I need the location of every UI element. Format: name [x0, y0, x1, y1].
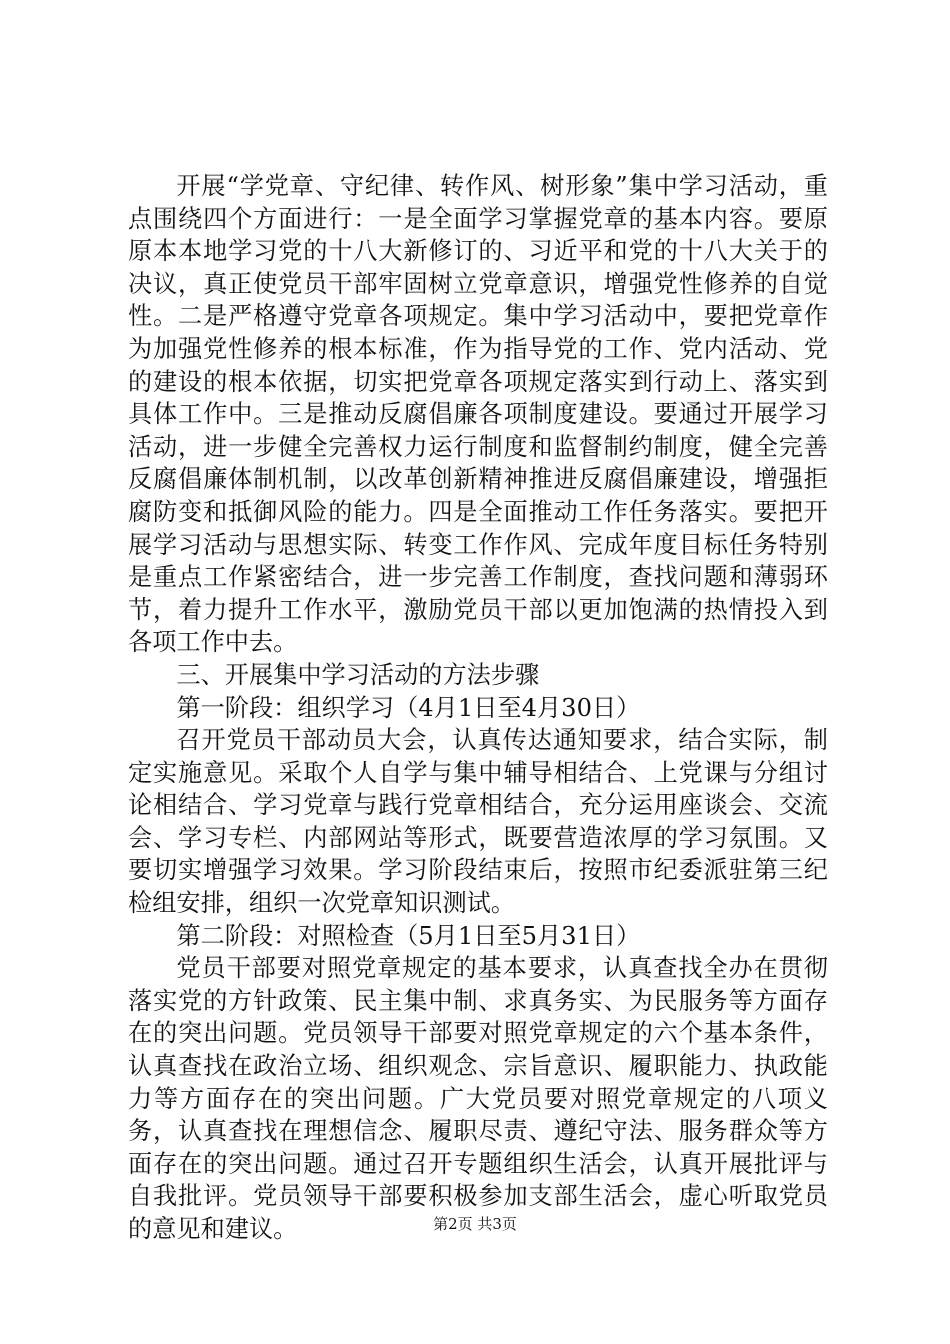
paragraph-study-focus: 开展“学党章、守纪律、转作风、树形象”集中学习活动，重点围绕四个方面进行：一是全面学习掌握党章的基本内容。要原原本本地学习党的十八大新修订的、习近平和党的十八大关于的决议，真正使党员干部牢固树立党章意识，增强党性修养的自觉性。二是严格遵守党章各项规定。集中学习活动中，要把党章作为加强党性修养的根本标准，作为指导党的工作、党内活动、党的建设的根本依据，切实把党章各项规定落实到行动上、落实到具体工作中。三是推动反腐倡廉各项制度建设。要通过开展学习活动，进一步健全完善权力运行制度和监督制约制度，健全完善反腐倡廉体制机制，以改革创新精神推进反腐倡廉建设，增强拒腐防变和抵御风险的能力。四是全面推动工作任务落实。要把开展学习活动与思想实际、转变工作作风、完成年度目标任务特别是重点工作紧密结合，进一步完善工作制度，查找问题和薄弱环节，着力提升工作水平，激励党员干部以更加饱满的热情投入到各项工作中去。	[128, 172, 828, 657]
paragraph-stage-one: 召开党员干部动员大会，认真传达通知要求，结合实际，制定实施意见。采取个人自学与集中辅导相结合、上党课与分组讨论相结合、学习党章与践行党章相结合，充分运用座谈会、交流会、学习专栏、内部网站等形式，既要营造浓厚的学习氛围。又要切实增强学习效果。学习阶段结束后，按照市纪委派驻第三纪检组安排，组织一次党章知识测试。	[128, 726, 828, 918]
page-footer	[0, 1214, 950, 1234]
page-indicator: 第2页 共3页	[433, 1215, 517, 1233]
section-heading-methods: 三、开展集中学习活动的方法步骤	[176, 660, 540, 689]
stage-two-heading: 第二阶段：对照检查（5月1日至5月31日）	[176, 921, 641, 950]
stage-one-heading: 第一阶段：组织学习（4月1日至4月30日）	[176, 693, 641, 722]
document-body	[128, 170, 828, 1246]
paragraph-stage-two: 党员干部要对照党章规定的基本要求，认真查找全办在贯彻落实党的方针政策、民主集中制、求真务实、为民服务等方面存在的突出问题。党员领导干部要对照党章规定的六个基本条件，认真查找在政治立场、组织观念、宗旨意识、履职能力、执政能力等方面存在的突出问题。广大党员要对照党章规定的八项义务，认真查找在理想信念、履职尽责、遵纪守法、服务群众等方面存在的突出问题。通过召开专题组织生活会，认真开展批评与自我批评。党员领导干部要积极参加支部生活会，虚心听取党员的意见和建议。	[128, 954, 828, 1243]
